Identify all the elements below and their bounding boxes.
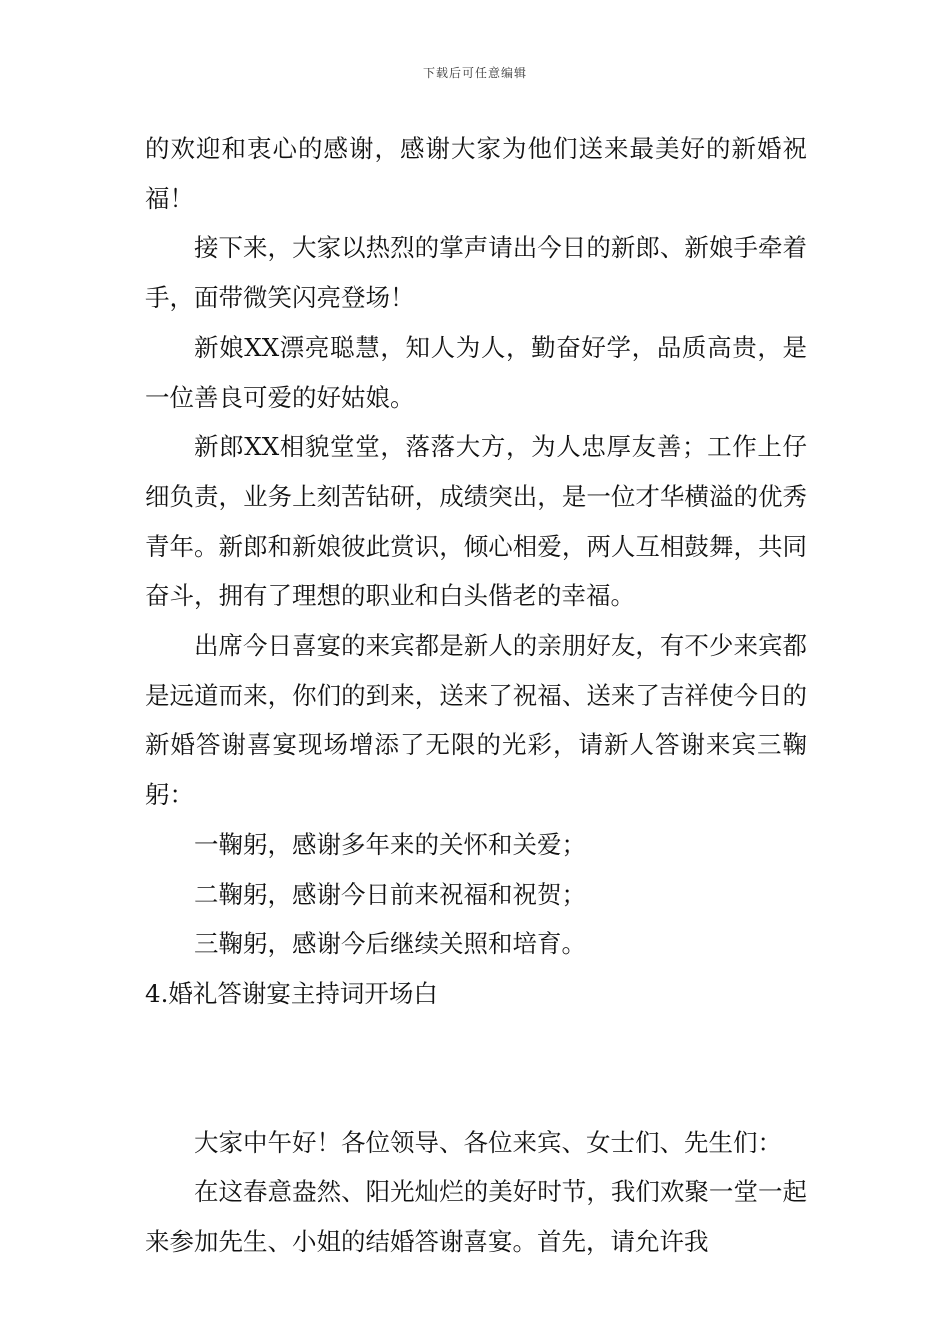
- paragraph: 新郎XX相貌堂堂，落落大方，为人忠厚友善；工作上仔细负责，业务上刻苦钻研，成绩突出，是一位才华横溢的优秀青年。新郎和新娘彼此赏识，倾心相爱，两人互相鼓舞，共同奋斗，拥有了理想的职业和白头偕老的幸福。: [145, 432, 807, 611]
- blank-space: [145, 1019, 807, 1118]
- paragraph: 的欢迎和衷心的感谢，感谢大家为他们送来最美好的新婚祝福！: [145, 134, 807, 213]
- list-item: 二鞠躬，感谢今日前来祝福和祝贺；: [194, 879, 586, 909]
- document-body: [145, 124, 807, 1267]
- list-item: 一鞠躬，感谢多年来的关怀和关爱；: [194, 829, 586, 859]
- page-header: 下载后可任意编辑: [422, 66, 527, 80]
- paragraph: 接下来，大家以热烈的掌声请出今日的新郎、新娘手牵着手，面带微笑闪亮登场！: [145, 233, 807, 313]
- paragraph: 出席今日喜宴的来宾都是新人的亲朋好友，有不少来宾都是远道而来，你们的到来，送来了祝福、送来了吉祥使今日的新婚答谢喜宴现场增添了无限的光彩，请新人答谢来宾三鞠躬：: [145, 631, 807, 810]
- paragraph: 在这春意盎然、阳光灿烂的美好时节，我们欢聚一堂一起来参加先生、小姐的结婚答谢喜宴。首先，请允许我: [145, 1177, 807, 1257]
- paragraph: 大家中午好！各位领导、各位来宾、女士们、先生们：: [194, 1127, 782, 1157]
- list-item: 三鞠躬，感谢今后继续关照和培育。: [194, 929, 586, 959]
- section-heading: 4.婚礼答谢宴主持词开场白: [145, 978, 438, 1008]
- paragraph: 新娘XX漂亮聪慧，知人为人，勤奋好学，品质高贵，是一位善良可爱的好姑娘。: [145, 332, 807, 412]
